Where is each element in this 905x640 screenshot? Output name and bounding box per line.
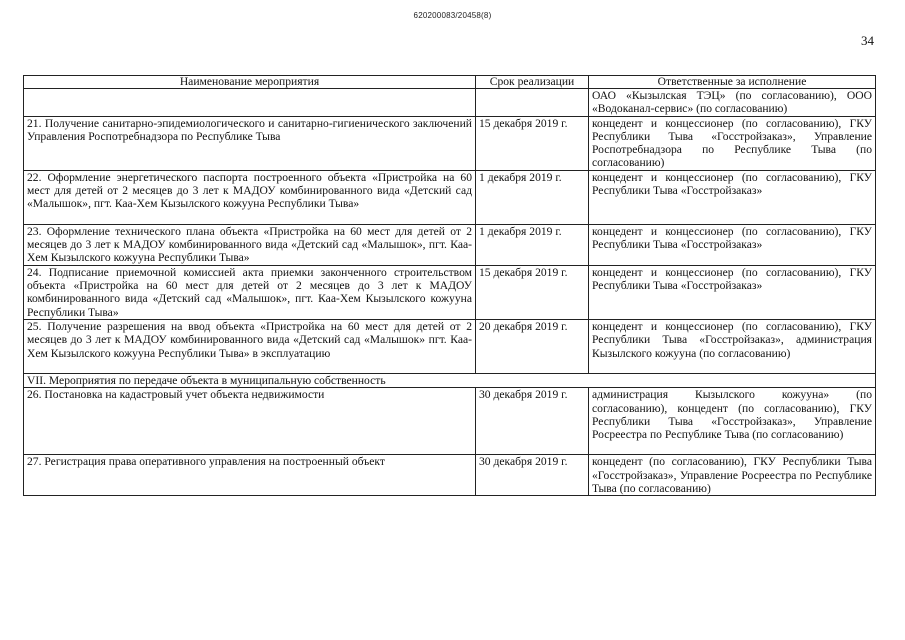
cell-event xyxy=(24,89,476,117)
cell-event: 25. Получение разрешения на ввод объекта «Пристройка на 60 мест для детей от 2 месяцев до 3 лет к МАДОУ комбинированного вида «Детский сад «Малышок» пгт. Каа-Хем Кызылского кожууна Республики Тыва» в эксплуатацию xyxy=(24,319,476,373)
section-title: VII. Мероприятия по передаче объекта в муниципальную собственность xyxy=(24,373,876,387)
cell-term: 30 декабря 2019 г. xyxy=(476,388,589,455)
cell-responsible: концедент и концессионер (по согласованию), ГКУ Республики Тыва «Госстройзаказ», Управление Роспотребнадзора по Республике Тыва (по согласованию) xyxy=(589,116,876,170)
table-row xyxy=(24,170,876,224)
table-row-continuation xyxy=(24,89,876,117)
cell-term: 15 декабря 2019 г. xyxy=(476,265,589,319)
table-row xyxy=(24,455,876,496)
cell-event: 26. Постановка на кадастровый учет объекта недвижимости xyxy=(24,388,476,455)
cell-responsible: концедент и концессионер (по согласованию), ГКУ Республики Тыва «Госстройзаказ» xyxy=(589,265,876,319)
cell-responsible: ОАО «Кызылская ТЭЦ» (по согласованию), ООО «Водоканал-сервис» (по согласованию) xyxy=(589,89,876,117)
cell-term: 15 декабря 2019 г. xyxy=(476,116,589,170)
cell-term xyxy=(476,89,589,117)
cell-term: 30 декабря 2019 г. xyxy=(476,455,589,496)
cell-responsible: концедент и концессионер (по согласованию), ГКУ Республики Тыва «Госстройзаказ» xyxy=(589,224,876,265)
table-row xyxy=(24,319,876,373)
cell-event: 24. Подписание приемочной комиссией акта приемки законченного строительством объекта «Пристройка на 60 мест для детей от 2 месяцев до 3 лет к МАДОУ комбинированного вида «Детский сад «Малышок», пгт. Каа-Хем Кызылского кожууна Республики Тыва» xyxy=(24,265,476,319)
table-header-row xyxy=(24,76,876,89)
cell-event: 22. Оформление энергетического паспорта построенного объекта «Пристройка на 60 мест для детей от 2 месяцев до 3 лет к МАДОУ комбинированного вида «Детский сад «Малышок», пгт. Каа-Хем Кызылского кожууна Республики Тыва» xyxy=(24,170,476,224)
header-event: Наименование мероприятия xyxy=(24,76,476,89)
cell-event: 23. Оформление технического плана объекта «Пристройка на 60 мест для детей от 2 месяцев до 3 лет к МАДОУ комбинированного вида «Детский сад «Малышок», пгт. Каа-Хем Кызылского кожууна Республики Тыва» xyxy=(24,224,476,265)
table-row xyxy=(24,224,876,265)
cell-term: 1 декабря 2019 г. xyxy=(476,224,589,265)
cell-event: 27. Регистрация права оперативного управления на построенный объект xyxy=(24,455,476,496)
header-responsible: Ответственные за исполнение xyxy=(589,76,876,89)
page-number: 34 xyxy=(861,33,874,48)
cell-responsible: концедент и концессионер (по согласованию), ГКУ Республики Тыва «Госстройзаказ», администрация Кызылского кожууна (по согласованию) xyxy=(589,319,876,373)
table-row xyxy=(24,116,876,170)
table-row xyxy=(24,265,876,319)
cell-term: 20 декабря 2019 г. xyxy=(476,319,589,373)
events-table xyxy=(23,75,876,496)
table-row xyxy=(24,388,876,455)
cell-responsible: концедент и концессионер (по согласованию), ГКУ Республики Тыва «Госстройзаказ» xyxy=(589,170,876,224)
cell-responsible: администрация Кызылского кожууна» (по согласованию), концедент (по согласованию), ГКУ Республики Тыва «Госстройзаказ», Управление Росреестра по Республике Тыва (по согласованию) xyxy=(589,388,876,455)
cell-event: 21. Получение санитарно-эпидемиологического и санитарно-гигиенического заключений Управления Роспотребнадзора по Республике Тыва xyxy=(24,116,476,170)
section-row xyxy=(24,373,876,387)
cell-responsible: концедент (по согласованию), ГКУ Республики Тыва «Госстройзаказ», Управление Росреестра по Республике Тыва (по согласованию) xyxy=(589,455,876,496)
cell-term: 1 декабря 2019 г. xyxy=(476,170,589,224)
document-code: 620200083/20458(8) xyxy=(413,11,492,20)
header-term: Срок реализации xyxy=(476,76,589,89)
